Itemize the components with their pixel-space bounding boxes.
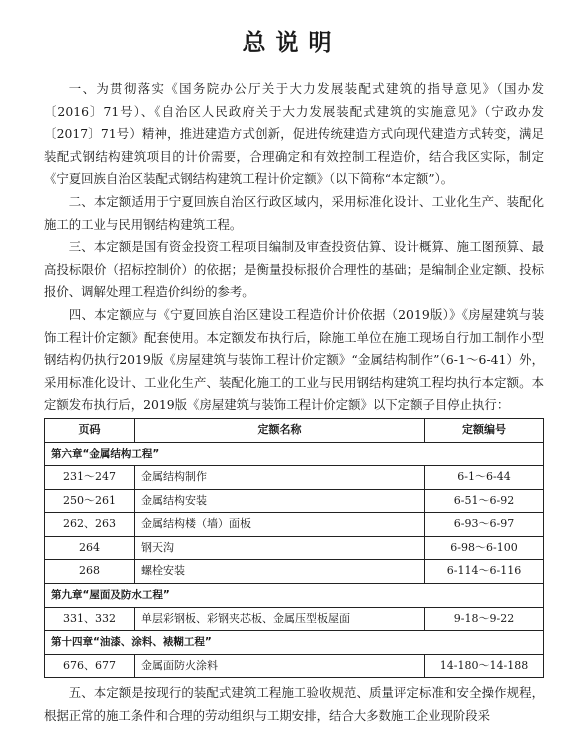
cell-page: 262、263 — [45, 513, 135, 537]
table-row — [45, 513, 544, 537]
header-code: 定额编号 — [425, 418, 544, 442]
cell-page: 676、677 — [45, 654, 135, 678]
header-page: 页码 — [45, 418, 135, 442]
table-row — [45, 489, 544, 513]
cell-name: 单层彩钢板、彩钢夹芯板、金属压型板屋面 — [135, 607, 425, 631]
cell-page: 231～247 — [45, 466, 135, 490]
cell-code: 6-93～6-97 — [425, 513, 544, 537]
table-row — [45, 607, 544, 631]
cell-name: 金属结构安装 — [135, 489, 425, 513]
cell-page: 268 — [45, 560, 135, 584]
paragraph-3: 三、本定额是国有资金投资工程项目编制及审查投资估算、设计概算、施工图预算、最高投标限价（招标控制价）的依据；是衡量投标报价合理性的基础；是编制企业定额、投标报价、调解处理工程造价纠纷的参考。 — [44, 239, 544, 300]
cell-code: 6-114～6-116 — [425, 560, 544, 584]
document-body — [44, 78, 544, 728]
cell-name: 金属面防火涂料 — [135, 654, 425, 678]
cell-code: 6-51～6-92 — [425, 489, 544, 513]
cell-code: 9-18～9-22 — [425, 607, 544, 631]
stopped-quota-table — [44, 418, 544, 679]
cell-name: 金属结构楼（墙）面板 — [135, 513, 425, 537]
paragraph-1: 一、为贯彻落实《国务院办公厅关于大力发展装配式建筑的指导意见》（国办发〔2016〕71号）、《自治区人民政府关于大力发展装配式建筑的实施意见》（宁政办发〔2017〕71号）精神，推进建造方式创新，促进传统建造方式向现代建造方式转变，满足装配式钢结构建筑项目的计价需要，合理确定和有效控制工程造价，结合我区实际，制定《宁夏回族自治区装配式钢结构建筑工程计价定额》（以下简称“本定额”）。 — [44, 81, 544, 187]
cell-name: 钢天沟 — [135, 536, 425, 560]
chapter-title: 第十四章“油漆、涂料、裱糊工程” — [45, 631, 544, 655]
cell-page: 331、332 — [45, 607, 135, 631]
paragraph-4: 四、本定额应与《宁夏回族自治区建设工程造价计价依据（2019版）》《房屋建筑与装饰工程计价定额》配套使用。本定额发布执行后，除施工单位在施工现场自行加工制作小型钢结构仍执行2019版《房屋建筑与装饰工程计价定额》“金属结构制作”（6-1～6-41）外，采用标准化设计、工业化生产、装配化施工的工业与民用钢结构建筑工程均执行本定额。本定额发布执行后，2019版《房屋建筑与装饰工程计价定额》以下定额子目停止执行： — [44, 306, 544, 413]
paragraph-5: 五、本定额是按现行的装配式建筑工程施工验收规范、质量评定标准和安全操作规程，根据正常的施工条件和合理的劳动组织与工期安排，结合大多数施工企业现阶段采 — [44, 685, 544, 724]
cell-code: 14-180～14-188 — [425, 654, 544, 678]
table-header-row — [45, 418, 544, 442]
table-row — [45, 654, 544, 678]
chapter-row — [45, 442, 544, 466]
chapter-row — [45, 631, 544, 655]
chapter-title: 第九章“屋面及防水工程” — [45, 584, 544, 608]
cell-name: 螺栓安装 — [135, 560, 425, 584]
cell-page: 250～261 — [45, 489, 135, 513]
table-body — [45, 442, 544, 678]
cell-name: 金属结构制作 — [135, 466, 425, 490]
cell-page: 264 — [45, 536, 135, 560]
chapter-title: 第六章“金属结构工程” — [45, 442, 544, 466]
cell-code: 6-98～6-100 — [425, 536, 544, 560]
page-title: 总说明 — [242, 29, 342, 56]
header-name: 定额名称 — [135, 418, 425, 442]
table-row — [45, 560, 544, 584]
cell-code: 6-1～6-44 — [425, 466, 544, 490]
chapter-row — [45, 584, 544, 608]
table-row — [45, 536, 544, 560]
table-row — [45, 466, 544, 490]
paragraph-2: 二、本定额适用于宁夏回族自治区行政区域内，采用标准化设计、工业化生产、装配化施工的工业与民用钢结构建筑工程。 — [44, 193, 544, 232]
